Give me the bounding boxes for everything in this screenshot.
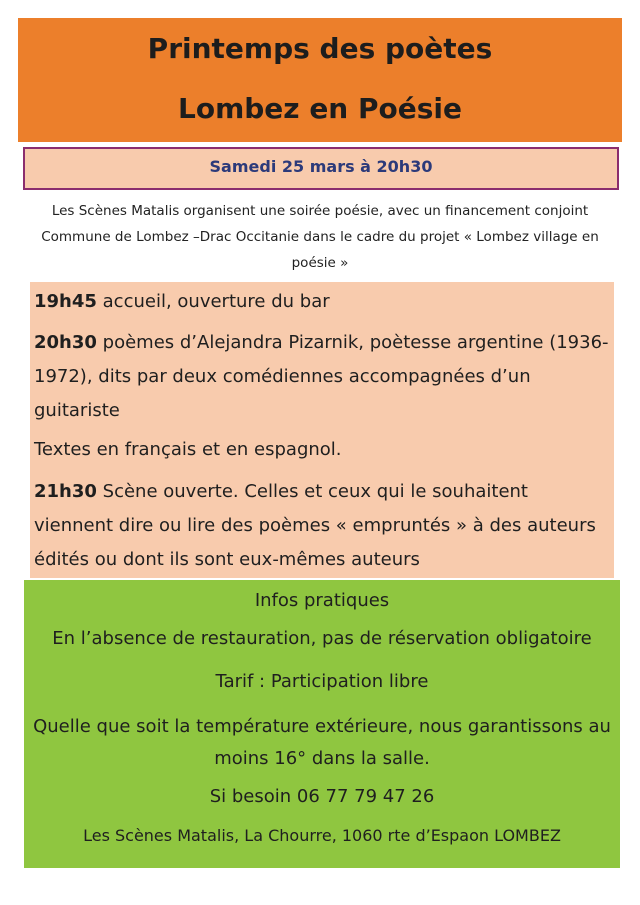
- program-time: 20h30: [34, 332, 97, 353]
- program-item: [34, 285, 610, 318]
- infos-temperature: Quelle que soit la température extérieure, nous garantissons au moins 16° dans la salle.: [33, 716, 611, 769]
- intro-text: Les Scènes Matalis organisent une soirée poésie, avec un financement conjoint Commune de Lombez –Drac Occitanie dans le cadre du projet « Lombez village en poésie »: [41, 203, 599, 271]
- program-item: [34, 475, 610, 577]
- header-banner: [18, 18, 622, 142]
- program-time: 19h45: [34, 291, 97, 312]
- infos-heading: Infos pratiques: [254, 590, 390, 611]
- program-text: accueil, ouverture du bar: [96, 291, 330, 312]
- program-item: [34, 326, 610, 428]
- program-time: 21h30: [34, 481, 97, 502]
- page-title: Printemps des poètes: [147, 32, 493, 65]
- page-subtitle: Lombez en Poésie: [177, 92, 462, 125]
- infos-address: Les Scènes Matalis, La Chourre, 1060 rte d’Espaon LOMBEZ: [83, 826, 561, 845]
- program-text: poèmes d’Alejandra Pizarnik, poètesse argentine (1936-1972), dits par deux comédiennes accompagnées d’un guitariste: [34, 332, 609, 421]
- infos-section: [24, 580, 620, 868]
- infos-restauration: En l’absence de restauration, pas de réservation obligatoire: [52, 628, 592, 649]
- infos-phone: Si besoin 06 77 79 47 26: [209, 786, 435, 807]
- program-item: [34, 433, 610, 466]
- program-text: Textes en français et en espagnol.: [34, 439, 342, 460]
- program-section: [30, 282, 614, 578]
- event-date: Samedi 25 mars à 20h30: [23, 147, 619, 190]
- program-text: Scène ouverte. Celles et ceux qui le souhaitent viennent dire ou lire des poèmes « empruntés » à des auteurs édités ou dont ils sont eux-mêmes auteurs: [34, 481, 596, 570]
- infos-tarif: Tarif : Participation libre: [215, 671, 429, 692]
